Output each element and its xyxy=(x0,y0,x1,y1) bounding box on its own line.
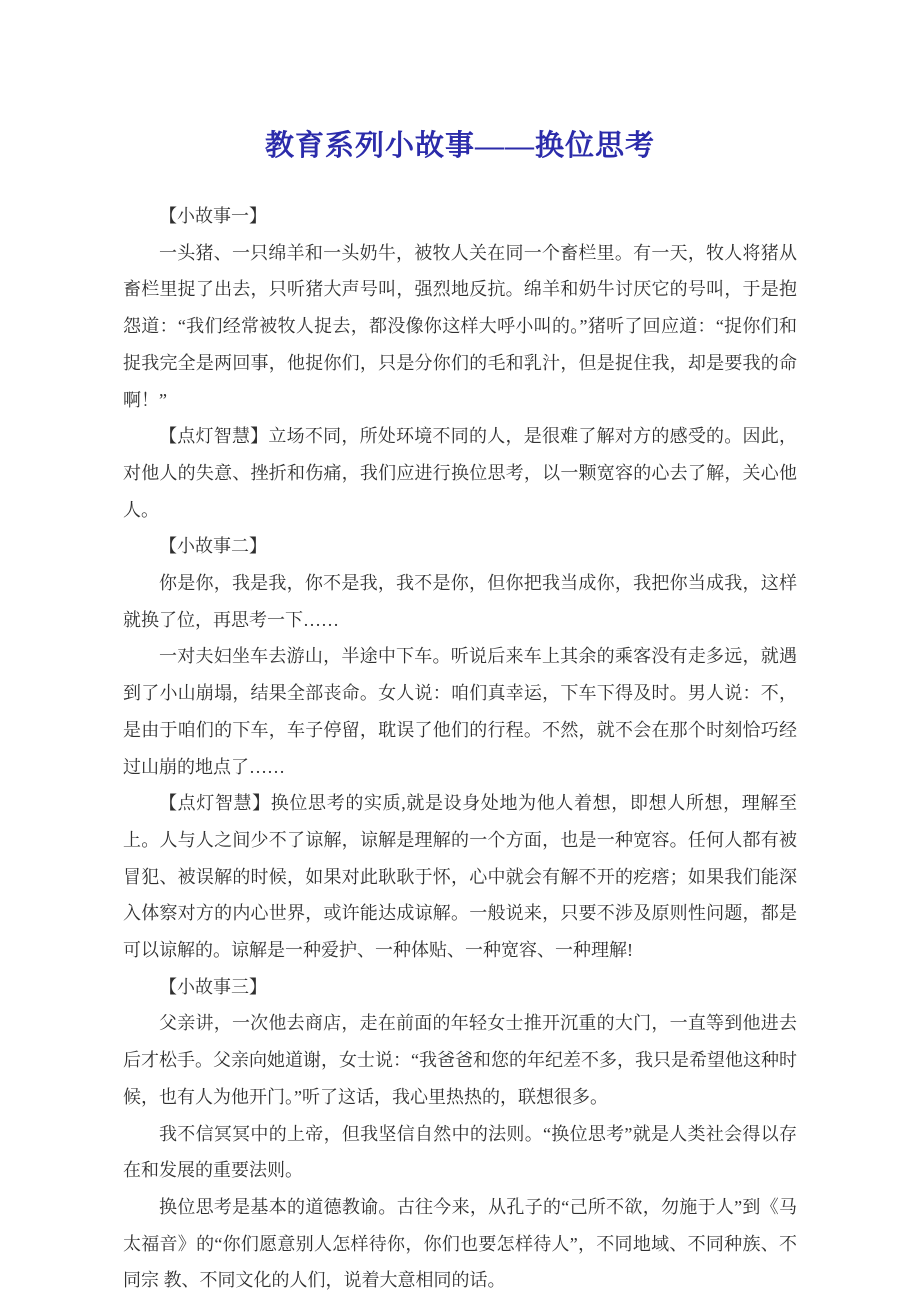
paragraph-story-3: 父亲讲，一次他去商店，走在前面的年轻女士推开沉重的大门，一直等到他进去后才松手。父亲向她道谢，女士说：“我爸爸和您的年纪差不多，我只是希望他这种时候，也有人为他开门。”听了这话，我心里热热的，联想很多。 xyxy=(123,1013,797,1107)
section-heading-story-2: 【小故事二】 xyxy=(159,536,267,557)
section-heading-story-3: 【小故事三】 xyxy=(159,976,267,997)
paragraph-conclusion-2: 换位思考是基本的道德教谕。古往今来，从孔子的“己所不欲，勿施于人”到《马太福音》的“你们愿意别人怎样待你，你们也要怎样待人”，不同地域、不同种族、不同宗 教、不同文化的人们，说着大意相同的话。 xyxy=(123,1196,797,1291)
paragraph-story-2: 一对夫妇坐车去游山，半途中下车。听说后来车上其余的乘客没有走多远，就遇到了小山崩塌，结果全部丧命。女人说：咱们真幸运，下车下得及时。男人说：不，是由于咱们的下车，车子停留，耽误了他们的行程。不然，就不会在那个时刻恰巧经过山崩的地点了…… xyxy=(123,646,797,777)
section-heading-story-1: 【小故事一】 xyxy=(159,206,267,226)
paragraph-wisdom-1: 【点灯智慧】立场不同，所处环境不同的人，是很难了解对方的感受的。因此，对他人的失意、挫折和伤痛，我们应进行换位思考，以一颗宽容的心去了解，关心他人。 xyxy=(123,426,797,520)
document-title: 教育系列小故事——换位思考 xyxy=(264,130,655,162)
paragraph-wisdom-2: 【点灯智慧】换位思考的实质,就是设身处地为他人着想，即想人所想，理解至上。人与人之间少不了谅解，谅解是理解的一个方面，也是一种宽容。任何人都有被冒犯、被误解的时候，如果对此耿耿于怀，心中就会有解不开的疙瘩；如果我们能深入体察对方的内心世界，或许能达成谅解。一般说来，只要不涉及原则性问题，都是可以谅解的。谅解是一种爱护、一种体贴、一种宽容、一种理解! xyxy=(123,793,797,961)
paragraph-conclusion-1: 我不信冥冥中的上帝，但我坚信自然中的法则。“换位思考”就是人类社会得以存在和发展的重要法则。 xyxy=(123,1123,797,1181)
document-body xyxy=(123,198,797,1299)
paragraph-story-2-intro: 你是你，我是我，你不是我，我不是你，但你把我当成你，我把你当成我，这样就换了位，再思考一下…… xyxy=(123,573,797,630)
paragraph-story-1: 一头猪、一只绵羊和一头奶牛，被牧人关在同一个畜栏里。有一天，牧人将猪从畜栏里捉了出去，只听猪大声号叫，强烈地反抗。绵羊和奶牛讨厌它的号叫，于是抱怨道：“我们经常被牧人捉去，都没像你这样大呼小叫的。”猪听了回应道：“捉你们和捉我完全是两回事，他捉你们，只是分你们的毛和乳汁，但是捉住我，却是要我的命啊！” xyxy=(123,242,797,410)
